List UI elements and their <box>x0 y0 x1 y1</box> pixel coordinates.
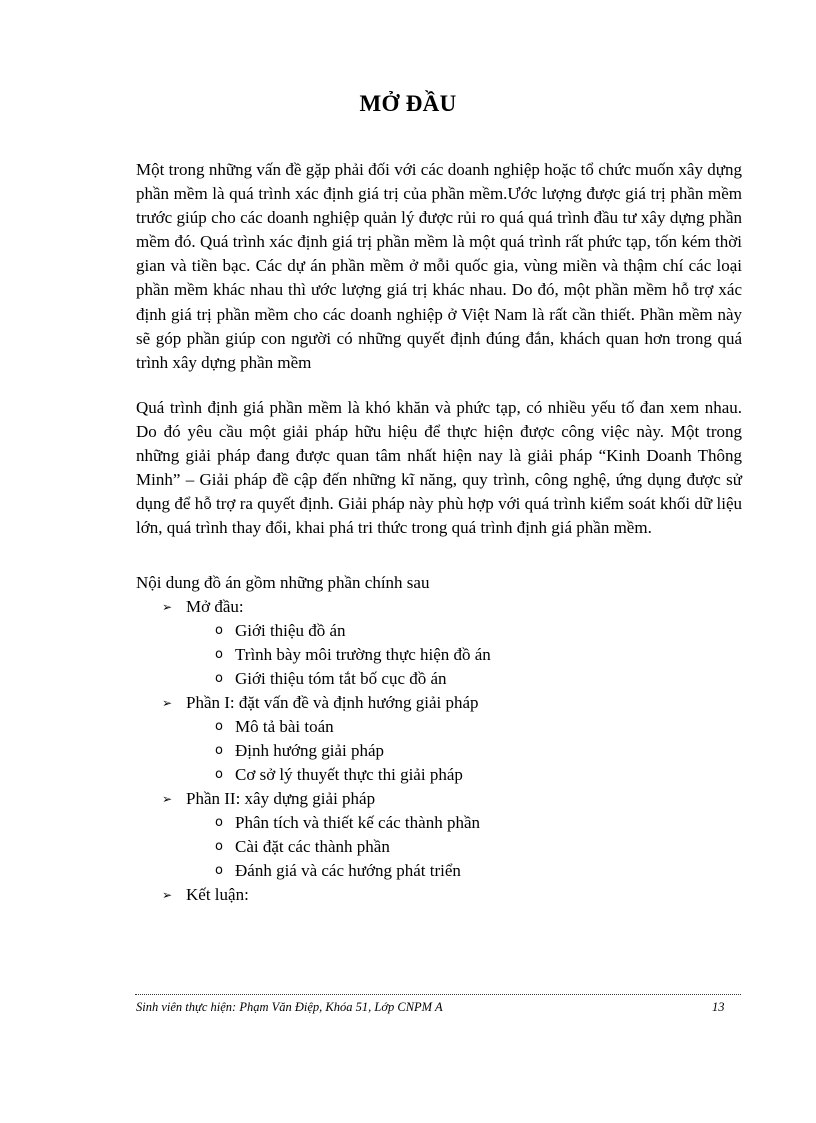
intro-paragraph-1: Một trong những vấn đề gặp phải đối với các doanh nghiệp hoặc tổ chức muốn xây dựng phần mềm là quá trình xác định giá trị của phần mềm.Ước lượng được giá trị phần mềm trước giúp cho các doanh nghiệp quản lý được rủi ro quá quá trình đầu tư xây dựng phần mềm đó. Quá trình xác định giá trị phần mềm là một quá trình rất phức tạp, tốn kém thời gian và tiền bạc. Các dự án phần mềm ở mỗi quốc gia, vùng miền và thậm chí các loại phần mềm khác nhau thì ước lượng giá trị khác nhau. Do đó, một phần mềm hỗ trợ xác định giá trị phần mềm cho các doanh nghiệp ở Việt Nam là rất cần thiết. Phần mềm này sẽ góp phần giúp con người có những quyết định đúng đắn, khách quan hơn trong quá trình xây dựng phần mềm <box>136 160 742 372</box>
circle-bullet-icon: o <box>215 743 223 758</box>
outline-subitem-label: Phân tích và thiết kế các thành phần <box>235 813 480 832</box>
outline-list <box>0 595 816 907</box>
footer-divider <box>135 994 741 995</box>
outline-section <box>0 691 816 787</box>
outline-section <box>0 883 816 907</box>
footer-author: Sinh viên thực hiện: Phạm Văn Điệp, Khóa 51, Lớp CNPM A <box>136 1000 443 1014</box>
outline-subitem <box>0 667 816 691</box>
outline-subitem-label: Cơ sở lý thuyết thực thi giải pháp <box>235 765 463 784</box>
circle-bullet-icon: o <box>215 863 223 878</box>
outline-subitem-label: Mô tả bài toán <box>235 717 334 736</box>
outline-section-row <box>0 691 816 715</box>
outline-section-row <box>0 787 816 811</box>
outline-section-label: Mở đầu: <box>186 597 244 616</box>
outline-section-label: Kết luận: <box>186 885 249 904</box>
intro-paragraph-2: Quá trình định giá phần mềm là khó khăn và phức tạp, có nhiều yếu tố đan xem nhau. Do đó yêu cầu một giải pháp hữu hiệu để thực hiện được công việc này. Một trong những giải pháp đang được quan tâm nhất hiện nay là giải pháp “Kinh Doanh Thông Minh” – Giải pháp đề cập đến những kĩ năng, quy trình, công nghệ, ứng dụng được sử dụng để hỗ trợ ra quyết định. Giải pháp này phù hợp với quá trình kiểm soát khối dữ liệu lớn, quá trình thay đổi, khai phá tri thức trong quá trình định giá phần mềm. <box>136 398 742 538</box>
arrow-bullet-icon: ➢ <box>162 696 173 710</box>
outline-subitem-label: Giới thiệu tóm tắt bố cục đồ án <box>235 669 447 688</box>
outline-section <box>0 595 816 691</box>
outline-section-label: Phần I: đặt vấn đề và định hướng giải pháp <box>186 693 479 712</box>
circle-bullet-icon: o <box>215 671 223 686</box>
outline-subitem-label: Đánh giá và các hướng phát triển <box>235 861 461 880</box>
outline-subitem-label: Trình bày môi trường thực hiện đồ án <box>235 645 491 664</box>
outline-subitem <box>0 619 816 643</box>
outline-subitem-label: Cài đặt các thành phần <box>235 837 390 856</box>
circle-bullet-icon: o <box>215 767 223 782</box>
outline-section <box>0 787 816 883</box>
outline-subitem <box>0 643 816 667</box>
arrow-bullet-icon: ➢ <box>162 792 173 806</box>
outline-subitem <box>0 859 816 883</box>
outline-section-row <box>0 883 816 907</box>
circle-bullet-icon: o <box>215 839 223 854</box>
circle-bullet-icon: o <box>215 815 223 830</box>
outline-subitem-label: Giới thiệu đồ án <box>235 621 346 640</box>
arrow-bullet-icon: ➢ <box>162 600 173 614</box>
outline-subitem-label: Định hướng giải pháp <box>235 741 384 760</box>
outline-subitem <box>0 739 816 763</box>
outline-section-label: Phần II: xây dựng giải pháp <box>186 789 376 808</box>
arrow-bullet-icon: ➢ <box>162 888 173 902</box>
outline-subitem <box>0 811 816 835</box>
outline-section-row <box>0 595 816 619</box>
circle-bullet-icon: o <box>215 647 223 662</box>
outline-subitem <box>0 715 816 739</box>
page-number: 13 <box>712 1000 725 1014</box>
outline-subitem <box>0 835 816 859</box>
page-title: MỞ ĐẦU <box>359 91 457 117</box>
circle-bullet-icon: o <box>215 623 223 638</box>
outline-intro: Nội dung đồ án gồm những phần chính sau <box>136 573 430 592</box>
circle-bullet-icon: o <box>215 719 223 734</box>
outline-subitem <box>0 763 816 787</box>
